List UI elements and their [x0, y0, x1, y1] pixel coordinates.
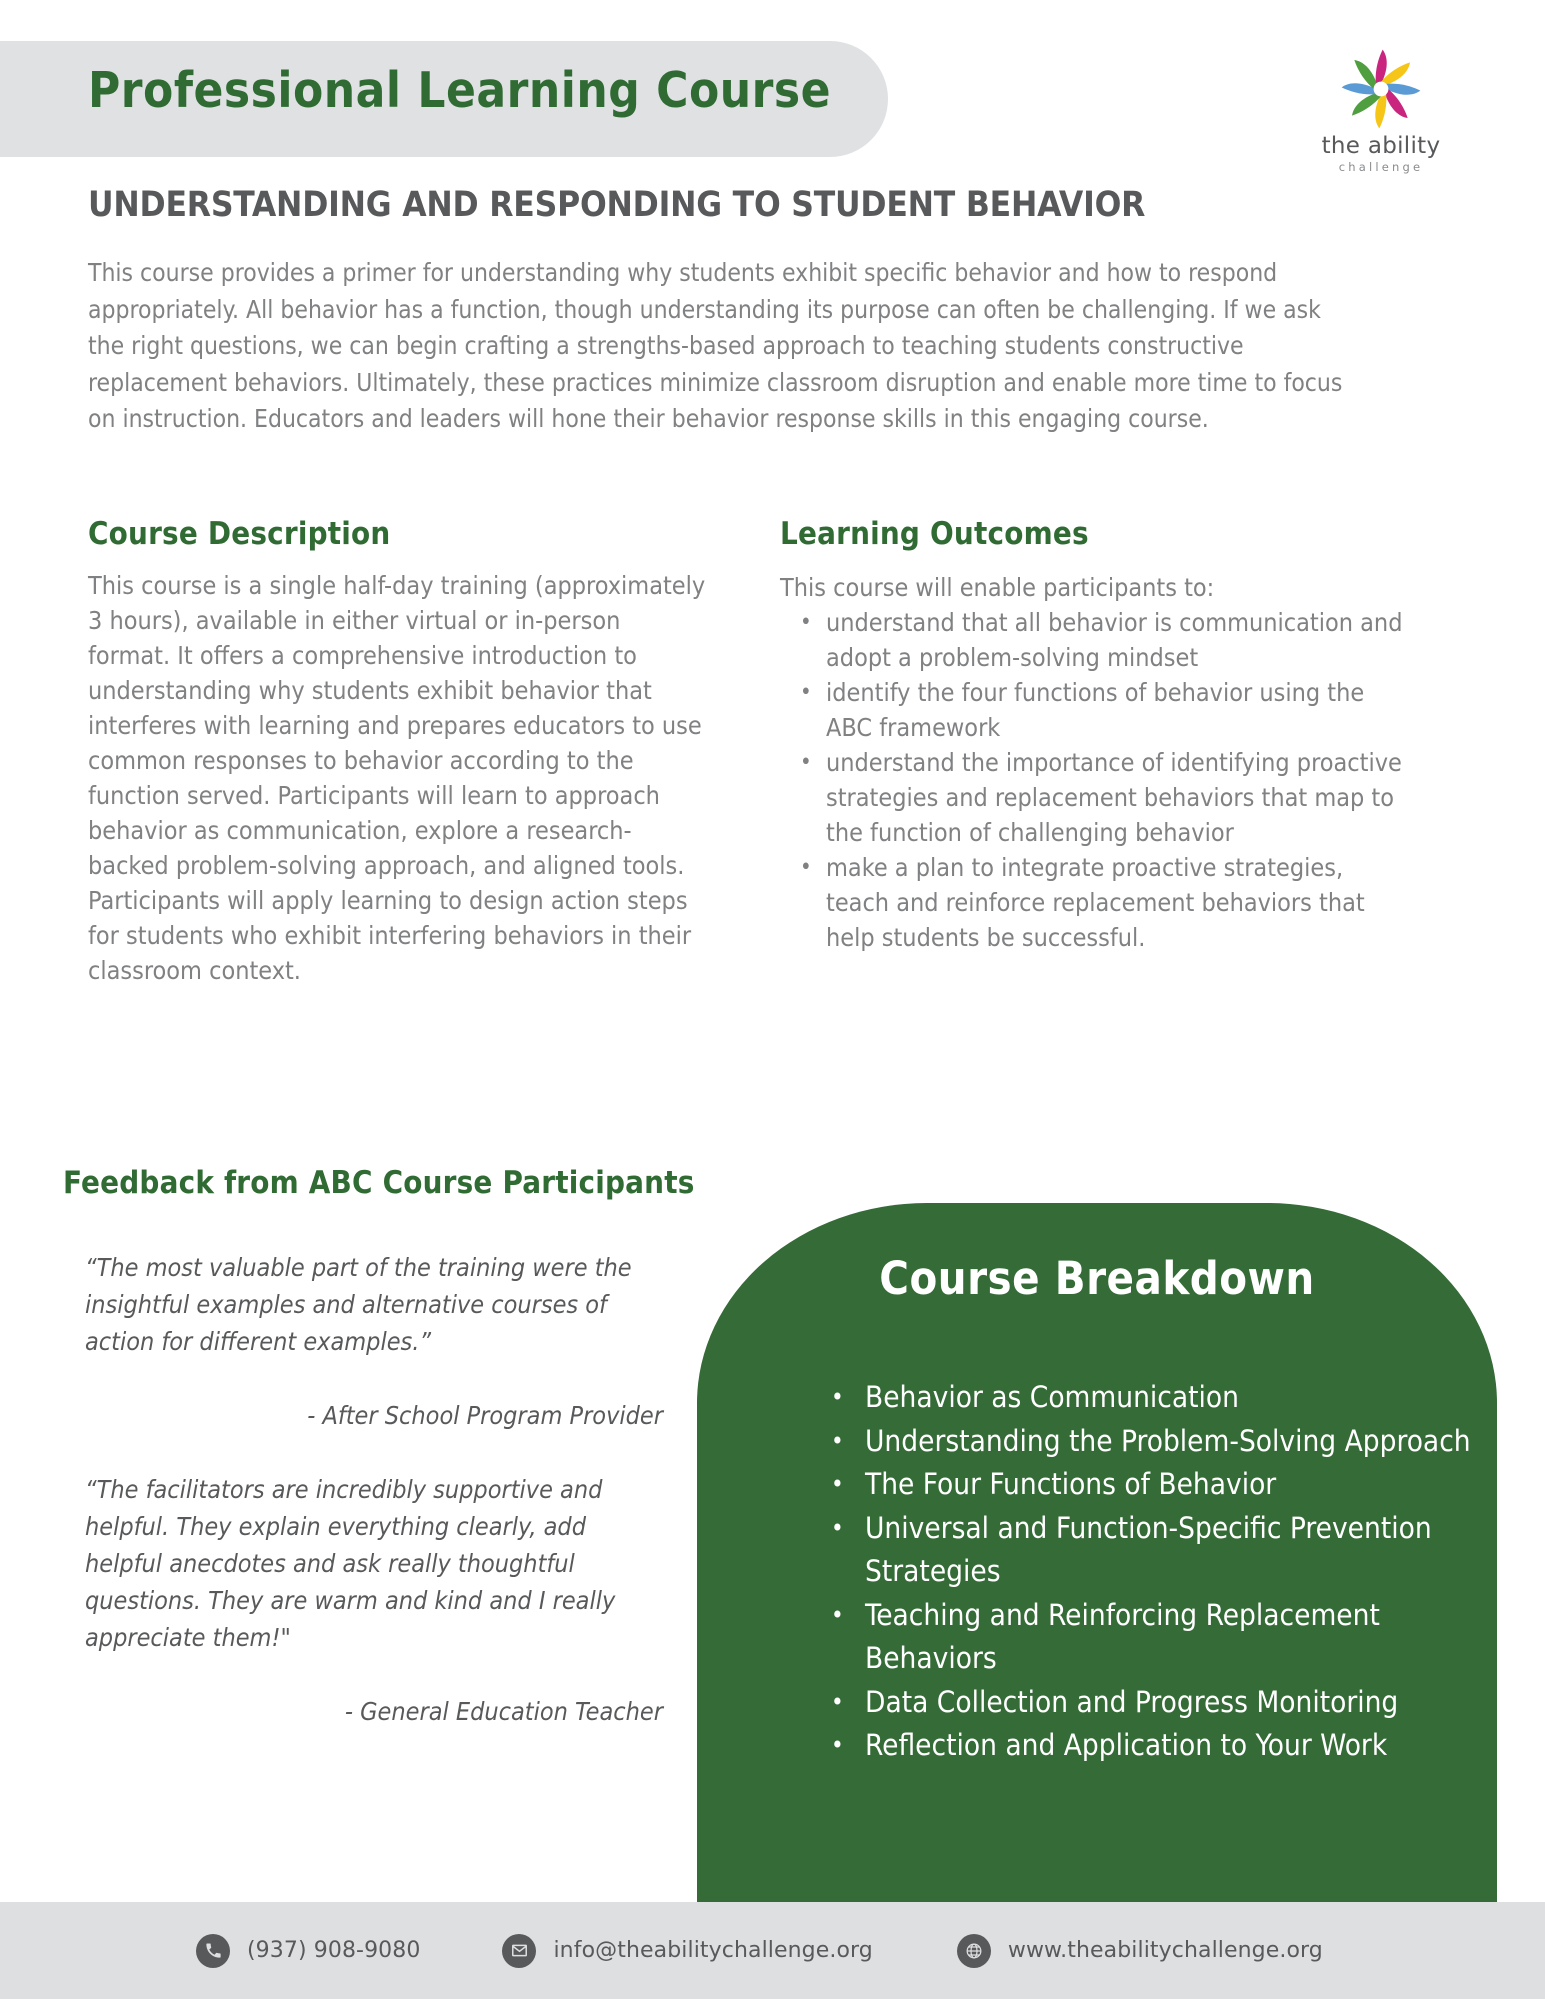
- feedback-heading: Feedback from ABC Course Participants: [63, 1165, 695, 1201]
- learning-outcomes-list: [780, 605, 1408, 955]
- course-breakdown-list: [829, 1376, 1479, 1768]
- testimonial-attribution: - After School Program Provider: [307, 1401, 663, 1430]
- list-item: • Reflection and Application to Your Work: [829, 1724, 1479, 1768]
- testimonial-quote: “The most valuable part of the training were the insightful examples and alternative courses of action for different examples.”: [85, 1253, 632, 1356]
- document-subtitle: UNDERSTANDING AND RESPONDING TO STUDENT BEHAVIOR: [88, 185, 1146, 225]
- feedback-section: [63, 1165, 703, 1730]
- globe-icon: [957, 1934, 991, 1968]
- learning-outcomes-lead: This course will enable participants to:: [780, 573, 1215, 602]
- list-item: • make a plan to integrate proactive strategies, teach and reinforce replacement behaviors that help students be successful.: [826, 850, 1408, 955]
- testimonial-attribution: - General Education Teacher: [344, 1697, 663, 1726]
- list-item: • understand that all behavior is communication and adopt a problem-solving mindset: [826, 605, 1408, 675]
- list-item: • understand the importance of identifying proactive strategies and replacement behaviors that map to the function of challenging behavior: [826, 745, 1408, 850]
- list-item: • identify the four functions of behavior using the ABC framework: [826, 675, 1408, 745]
- footer-contact-bar: [0, 1902, 1545, 1999]
- list-item: • Behavior as Communication: [829, 1376, 1479, 1420]
- footer-website-text: www.theabilitychallenge.org: [1007, 1938, 1323, 1963]
- course-description-heading: Course Description: [88, 516, 391, 552]
- footer-email[interactable]: [502, 1934, 872, 1968]
- logo-name: the ability: [1321, 133, 1441, 159]
- phone-icon: [196, 1934, 230, 1968]
- course-description-body: This course is a single half-day training (approximately 3 hours), available in either virtual or in-person format. It offers a comprehensive introduction to understanding why students exhibit behavior that interferes with learning and prepares educators to use common responses to behavior according to the function served. Participants will learn to approach behavior as communication, explore a research-backed problem-solving approach, and aligned tools. Participants will apply learning to design action steps for students who exhibit interfering behaviors in their classroom context.: [88, 571, 706, 985]
- course-breakdown-panel: [697, 1203, 1497, 1902]
- footer-phone[interactable]: [196, 1934, 420, 1968]
- footer-phone-text: (937) 908-9080: [247, 1938, 421, 1963]
- learning-outcomes-section: [780, 516, 1408, 955]
- list-item: • Data Collection and Progress Monitoring: [829, 1681, 1479, 1725]
- course-description-section: [88, 516, 708, 988]
- course-breakdown-title: Course Breakdown: [879, 1252, 1315, 1305]
- learning-outcomes-heading: Learning Outcomes: [780, 516, 1089, 552]
- brand-logo: [1286, 48, 1476, 174]
- testimonial-quote: “The facilitators are incredibly supportive and helpful. They explain everything clearly, add helpful anecdotes and ask really thoughtful questions. They are warm and kind and I really appreciate them!": [85, 1475, 616, 1652]
- list-item: • Understanding the Problem-Solving Approach: [829, 1420, 1479, 1464]
- list-item: • The Four Functions of Behavior: [829, 1463, 1479, 1507]
- pinwheel-logo-icon: [1340, 48, 1422, 130]
- footer-website[interactable]: [957, 1934, 1323, 1968]
- logo-subtitle: challenge: [1338, 160, 1424, 175]
- page-title: Professional Learning Course: [88, 62, 832, 119]
- intro-paragraph: This course provides a primer for understanding why students exhibit specific behavior and how to respond appropriately. All behavior has a function, though understanding its purpose can often be challenging. If we ask the right questions, we can begin crafting a strengths-based approach to teaching students constructive replacement behaviors. Ultimately, these practices minimize classroom disruption and enable more time to focus on instruction. Educators and leaders will hone their behavior response skills in this engaging course.: [88, 258, 1343, 433]
- envelope-icon: [502, 1934, 536, 1968]
- list-item: • Teaching and Reinforcing Replacement Behaviors: [829, 1594, 1479, 1681]
- list-item: • Universal and Function-Specific Prevention Strategies: [829, 1507, 1479, 1594]
- footer-email-text: info@theabilitychallenge.org: [553, 1938, 873, 1963]
